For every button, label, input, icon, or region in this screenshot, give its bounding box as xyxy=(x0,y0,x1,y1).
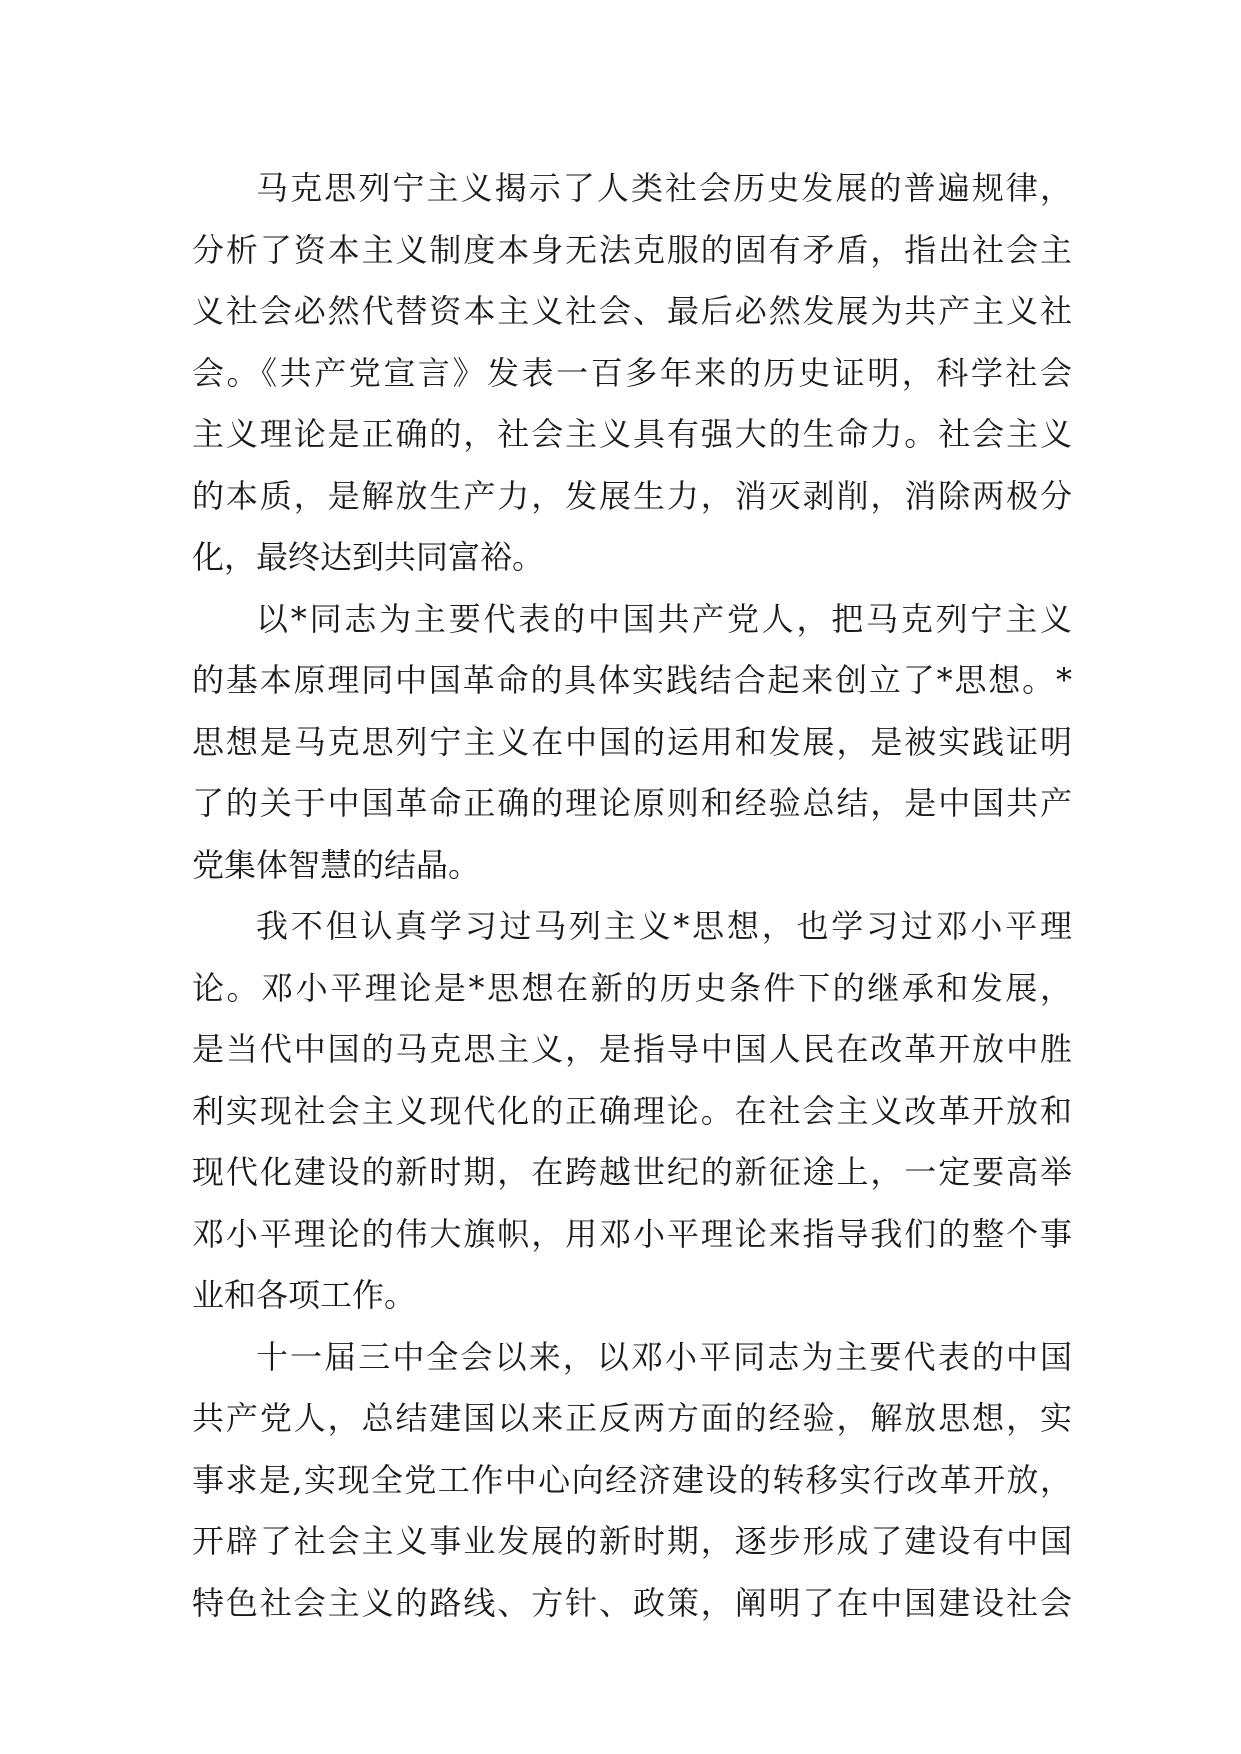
paragraph-2 xyxy=(192,589,1072,897)
paragraph-line: 事求是,实现全党工作中心向经济建设的转移实行改革开放， xyxy=(192,1460,1072,1499)
paragraph-3 xyxy=(192,896,1072,1327)
paragraph-line: 的基本原理同中国革命的具体实践结合起来创立了*思想。* xyxy=(192,661,1072,699)
paragraph-1 xyxy=(192,158,1072,589)
paragraph-line: 现代化建设的新时期，在跨越世纪的新征途上，一定要高举 xyxy=(192,1153,1072,1191)
paragraph-line: 思想是马克思列宁主义在中国的运用和发展，是被实践证明 xyxy=(192,722,1072,761)
paragraph-line: 化，最终达到共同富裕。 xyxy=(192,538,545,576)
paragraph-line: 论。邓小平理论是*思想在新的历史条件下的继承和发展， xyxy=(192,968,1072,1007)
paragraph-line: 马克思列宁主义揭示了人类社会历史发展的普遍规律， xyxy=(256,169,1072,207)
paragraph-line: 主义理论是正确的，社会主义具有强大的生命力。社会主义 xyxy=(192,415,1072,453)
paragraph-line: 开辟了社会主义事业发展的新时期，逐步形成了建设有中国 xyxy=(192,1522,1072,1560)
paragraph-line: 利实现社会主义现代化的正确理论。在社会主义改革开放和 xyxy=(192,1091,1072,1130)
document-body xyxy=(192,158,1072,1634)
paragraph-line: 十一届三中全会以来，以邓小平同志为主要代表的中国 xyxy=(256,1337,1072,1376)
paragraph-line: 分析了资本主义制度本身无法克服的固有矛盾，指出社会主 xyxy=(192,230,1072,269)
paragraph-line: 以*同志为主要代表的中国共产党人，把马克列宁主义 xyxy=(256,599,1072,638)
paragraph-line: 了的关于中国革命正确的理论原则和经验总结，是中国共产 xyxy=(192,784,1072,822)
paragraph-line: 是当代中国的马克思主义，是指导中国人民在改革开放中胜 xyxy=(192,1030,1072,1068)
paragraph-line: 邓小平理论的伟大旗帜，用邓小平理论来指导我们的整个事 xyxy=(192,1214,1072,1253)
paragraph-line: 业和各项工作。 xyxy=(192,1276,417,1314)
paragraph-line: 的本质，是解放生产力，发展生力，消灭剥削，消除两极分 xyxy=(192,476,1072,515)
paragraph-line: 义社会必然代替资本主义社会、最后必然发展为共产主义社 xyxy=(192,292,1072,330)
paragraph-line: 党集体智慧的结晶。 xyxy=(192,845,481,884)
paragraph-line: 我不但认真学习过马列主义*思想，也学习过邓小平理 xyxy=(256,907,1072,945)
paragraph-line: 特色社会主义的路线、方针、政策，阐明了在中国建设社会 xyxy=(192,1583,1072,1622)
paragraph-line: 共产党人，总结建国以来正反两方面的经验，解放思想，实 xyxy=(192,1399,1072,1437)
paragraph-4 xyxy=(192,1327,1072,1635)
paragraph-line: 会。《共产党宣言》发表一百多年来的历史证明，科学社会 xyxy=(192,353,1072,392)
